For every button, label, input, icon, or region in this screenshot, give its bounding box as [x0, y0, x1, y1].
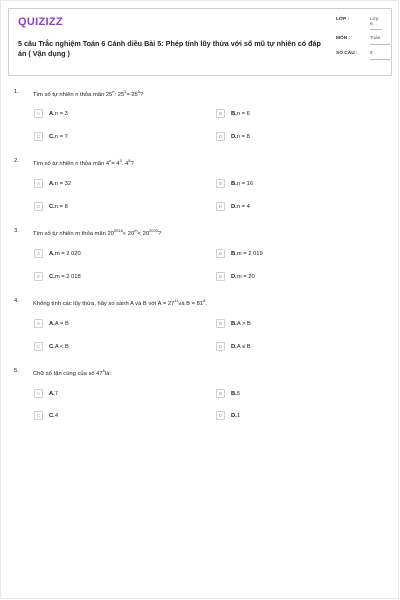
question-number: 5. [14, 368, 19, 374]
option-text: D.n = 4 [231, 203, 250, 210]
option-d[interactable] [216, 202, 250, 211]
option-text: A.7 [49, 390, 59, 397]
question-text: Tìm số tự nhiên n thỏa mãn $4^n= 4^3$. $4^5$? [33, 158, 134, 167]
option-letter-box: A [34, 179, 43, 188]
option-text: B.A > B [231, 320, 251, 327]
option-text: C.n = 8 [49, 203, 68, 210]
option-text: C.m = 2 018 [49, 273, 81, 280]
option-letter-box: B [216, 179, 225, 188]
quizizz-logo: QUIZIZZ [18, 16, 63, 28]
option-text: B.n = 16 [231, 180, 254, 187]
option-letter-box: C [34, 272, 43, 281]
option-text: A.m = 2 020 [49, 250, 81, 257]
option-letter-box: A [34, 319, 43, 328]
meta-label: MÔN : [336, 36, 351, 41]
option-b[interactable] [216, 249, 263, 258]
option-letter-box: A [34, 389, 43, 398]
option-c[interactable] [34, 411, 58, 420]
question-number: 3. [14, 228, 19, 234]
option-text: B.5 [231, 390, 241, 397]
option-letter-box: D [216, 272, 225, 281]
option-text: C.n = 7 [49, 133, 68, 140]
option-text: C.4 [49, 412, 59, 419]
option-c[interactable] [34, 132, 68, 141]
option-letter-box: D [216, 411, 225, 420]
option-letter-box: A [34, 249, 43, 258]
option-text: D.n = 8 [231, 133, 250, 140]
option-letter-box: A [34, 109, 43, 118]
option-d[interactable] [216, 411, 240, 420]
option-b[interactable] [216, 179, 253, 188]
option-b[interactable] [216, 109, 250, 118]
option-letter-box: B [216, 109, 225, 118]
option-letter-box: B [216, 389, 225, 398]
option-letter-box: D [216, 132, 225, 141]
question-number: 2. [14, 158, 19, 164]
option-a[interactable] [34, 249, 81, 258]
option-letter-box: B [216, 249, 225, 258]
meta-value: 5 [370, 51, 390, 60]
option-text: D.m = 20 [231, 273, 255, 280]
option-a[interactable] [34, 179, 71, 188]
option-a[interactable] [34, 389, 58, 398]
meta-row-subject [336, 36, 391, 45]
option-d[interactable] [216, 342, 251, 351]
option-d[interactable] [216, 132, 250, 141]
question-number: 1. [14, 89, 19, 95]
option-text: A.A = B [49, 320, 69, 327]
option-c[interactable] [34, 272, 81, 281]
option-d[interactable] [216, 272, 255, 281]
option-b[interactable] [216, 389, 240, 398]
option-c[interactable] [34, 342, 69, 351]
option-letter-box: D [216, 202, 225, 211]
option-letter-box: C [34, 411, 43, 420]
question-text: Tìm số tự nhiên n thỏa mãn 25$^n$: $25^3= 25^5$? [33, 89, 144, 98]
option-letter-box: B [216, 319, 225, 328]
meta-label: LỚP : [336, 17, 350, 22]
meta-value: Lớp 6 [370, 17, 382, 30]
question-text: Không tính các lũy thừa, hãy so sánh A và B với $A = 27^{11}và$ $B = 81^8$. [33, 298, 207, 307]
question-text: Tìm số tự nhiên m thỏa mãn $20^{2018}< 20^m< 20^{2020}$? [33, 228, 162, 237]
option-text: D.A ≤ B [231, 343, 251, 350]
question-text: Chữ số tận cùng của số $47^5là$: [33, 368, 111, 377]
option-letter-box: C [34, 132, 43, 141]
option-text: C.A < B [49, 343, 69, 350]
option-letter-box: C [34, 202, 43, 211]
worksheet-meta [336, 17, 391, 66]
meta-label: SỐ CÂU : [336, 51, 358, 56]
option-letter-box: C [34, 342, 43, 351]
option-text: D.1 [231, 412, 241, 419]
option-text: B.m = 2 019 [231, 250, 263, 257]
option-text: A.n = 3 [49, 110, 68, 117]
meta-value: Toán [370, 36, 390, 45]
option-text: A.n = 32 [49, 180, 72, 187]
option-c[interactable] [34, 202, 68, 211]
option-letter-box: D [216, 342, 225, 351]
question-number: 4. [14, 298, 19, 304]
worksheet-title: 5 câu Trắc nghiệm Toán 6 Cánh diều Bài 5: Phép tính lũy thừa với số mũ tự nhiên có đáp án ( Vận dụng ) [18, 39, 321, 58]
meta-row-grade [336, 17, 391, 30]
option-text: B.n = 6 [231, 110, 250, 117]
option-a[interactable] [34, 109, 68, 118]
option-a[interactable] [34, 319, 69, 328]
worksheet-header [8, 8, 392, 76]
option-b[interactable] [216, 319, 251, 328]
meta-row-count [336, 51, 391, 60]
